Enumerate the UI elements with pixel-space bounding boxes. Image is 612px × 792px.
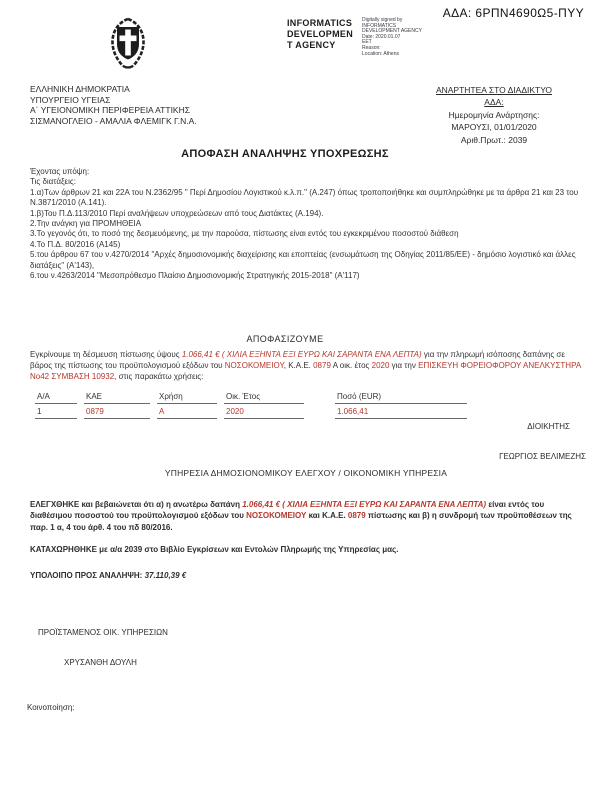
signature-line: Reason:: [362, 44, 381, 51]
org-line-hospital: ΣΙΣΜΑΝΟΓΛΕΙΟ - ΑΜΑΛΙΑ ΦΛΕΜΙΓΚ Γ.Ν.Α.: [30, 115, 197, 126]
decision-text: για την πληρωμή ισόποσης δαπάνης σε βάρος της πίστωσης του προϋπολογισμού εξόδων του: [30, 350, 565, 370]
decision-paragraph: [30, 349, 584, 382]
amount-text: 1.066,41 € ( ΧΙΛΙΑ ΕΞΗΝΤΑ ΕΞΙ ΕΥΡΩ ΚΑΙ ΣΑΡΑΝΤΑ ΕΝΑ ΛΕΠΤΑ): [181, 350, 422, 359]
posting-info-block: [388, 84, 600, 146]
registration-note: ΚΑΤΑΧΩΡΗΘΗΚΕ με α/α 2039 στο Βιβλίο Εγκρίσεων και Εντολών Πληρωμής της Υπηρεσίας μας.: [30, 545, 399, 554]
audit-paragraph: [30, 499, 584, 533]
posting-place-date: ΜΑΡΟΥΣΙ, 01/01/2020: [451, 122, 537, 133]
audit-text: ΕΛΕΓΧΘΗΚΕ και βεβαιώνεται ότι α) η ανωτέρω δαπάνη: [30, 500, 243, 509]
digital-stamp: [287, 18, 442, 57]
table-cell-etos: 2020: [224, 404, 304, 419]
signature-line: EET: [362, 39, 372, 46]
org-line-region: Α΄ ΥΓΕΙΟΝΟΜΙΚΗ ΠΕΡΙΦΕΡΕΙΑ ΑΤΤΙΚΗΣ: [30, 105, 190, 116]
finance-head-name: ΧΡΥΣΑΝΘΗ ΔΟΥΛΗ: [64, 658, 137, 667]
cc-label: Κοινοποίηση:: [27, 703, 75, 712]
considerations-intro: Τις διατάξεις:: [30, 177, 76, 187]
digital-signature-text: [362, 18, 442, 57]
table-cell-kae: 0879: [84, 404, 150, 419]
decision-text: Α οικ. έτος: [330, 361, 372, 370]
table-header-row: [35, 391, 474, 404]
signature-line: Location: Athens: [362, 50, 399, 57]
kae-code: 0879: [347, 511, 366, 521]
hospital-text: ΝΟΣΟΚΟΜΕΙΟΥ: [246, 511, 307, 521]
amount-text: 1.066,41 € ( ΧΙΛΙΑ ΕΞΗΝΤΑ ΕΞΙ ΕΥΡΩ ΚΑΙ ΣΑΡΑΝΤΑ ΕΝΑ ΛΕΠΤΑ): [242, 500, 487, 509]
table-cell-poso: 1.066,41: [335, 404, 467, 419]
signature-line: Digitally signed by: [362, 17, 403, 23]
stamp-agency-line: DEVELOPMEN: [287, 29, 354, 39]
decision-text: Εγκρίνουμε τη δέσμευση πίστωσης ύψους: [30, 350, 182, 359]
balance-value: 37.110,39 €: [144, 571, 187, 580]
table-header-aa: Α/Α: [35, 391, 77, 404]
audit-text: και Κ.Α.Ε.: [306, 511, 348, 521]
signer-name: ΓΕΩΡΓΙΟΣ ΒΕΛΙΜΕΖΗΣ: [499, 452, 586, 461]
table-header-xrisi: Χρήση: [157, 391, 217, 404]
balance-label: ΥΠΟΛΟΙΠΟ ΠΡΟΣ ΑΝΑΛΗΨΗ:: [30, 571, 145, 580]
posting-protocol-number: Αριθ.Πρωτ.: 2039: [460, 134, 528, 145]
table-header-poso: Ποσό (EUR): [335, 391, 467, 404]
audit-text: πίστωσης και β) η συνδρομή των προϋποθέσεων της παρ. 1 α, 4 του άρθ. 4 του πδ 80/2016.: [30, 511, 572, 532]
stamp-agency-line: INFORMATICS: [287, 18, 353, 28]
audit-text: είναι εντός του διαθέσιμου ποσοστού του προϋπολογισμού εξόδων του: [30, 500, 545, 521]
org-line-republic: ΕΛΛΗΝΙΚΗ ΔΗΜΟΚΡΑΤΙΑ: [30, 84, 130, 94]
finance-head-title: ΠΡΟΪΣΤΑΜΕΝΟΣ ΟΙΚ. ΥΠΗΡΕΣΙΩΝ: [38, 628, 168, 637]
finance-service-heading: ΥΠΗΡΕΣΙΑ ΔΗΜΟΣΙΟΝΟΜΙΚΟΥ ΕΛΕΓΧΟΥ / ΟΙΚΟΝΟΜΙΚΗ ΥΠΗΡΕΣΙΑ: [164, 468, 448, 478]
issuing-authority-block: [30, 84, 197, 126]
signature-line: DEVELOPMENT AGENCY: [362, 28, 422, 35]
posting-ada-label: ΑΔΑ:: [484, 97, 504, 108]
signature-line: INFORMATICS: [362, 22, 397, 29]
decision-text: , στις παρακάτω χρήσεις:: [114, 372, 204, 381]
decision-text: για την: [389, 361, 419, 370]
stamp-agency-line: T AGENCY: [287, 40, 336, 50]
stamp-agency-name: [287, 18, 353, 57]
document-title: ΑΠΟΦΑΣΗ ΑΝΑΛΗΨΗΣ ΥΠΟΧΡΕΩΣΗΣ: [181, 148, 389, 160]
kae-code: 0879: [313, 361, 331, 370]
greek-emblem-icon: [102, 16, 154, 70]
purpose-text: ΕΠΙΣΚΕΥΗ ΦΟΡΕΙΟΦΟΡΟΥ ΑΝΕΛΚΥΣΤΗΡΑ Νο42 ΣΥΜΒΑΣΗ 10932: [30, 361, 581, 381]
org-line-ministry: ΥΠΟΥΡΓΕΙΟ ΥΓΕΙΑΣ: [30, 94, 111, 105]
consideration-item: 1.α)Των άρθρων 21 και 22Α του Ν.2362/95 " Περί Δημοσίου Λογιστικού κ.λ.π." (Α.247) όπως τροποποιήθηκε και συμπληρώθηκε με τα άρθρα 21 και 23 του Ν.3871/2010 (Α.141).: [30, 187, 579, 208]
commitments-table: [35, 391, 474, 419]
decision-heading: ΑΠΟΦΑΣΙΖΟΥΜΕ: [246, 334, 324, 344]
posting-internet-label: ΑΝΑΡΤΗΤΕΑ ΣΤΟ ΔΙΑΔΙΚΤΥΟ: [435, 85, 553, 95]
consideration-item: 5.του άρθρου 67 του ν.4270/2014 "Αρχές δημοσιονομικής διαχείρισης και εποπτείας (ενσωμάτωση της Οδηγίας 2011/85/ΕΕ) - δημόσιο λογιστικό και άλλες διατάξεις" (Α'143),: [30, 250, 576, 270]
consideration-item: 6.του ν.4263/2014 "Μεσοπρόθεσμο Πλαίσιο Δημοσιονομικής Στρατηγικής 2015-2018" (Α'117): [30, 271, 360, 281]
table-header-etos: Οικ. Έτος: [224, 391, 304, 404]
consideration-item: 3.Το γεγονός ότι, το ποσό της δεσμευόμενης, με την παρούσα, πίστωσης είναι εντός του εγκεκριμένου ποσοστού διάθεση: [30, 229, 459, 239]
posting-date-label: Ημερομηνία Ανάρτησης:: [448, 109, 540, 120]
signature-line: Date: 2020.01.07: [362, 33, 401, 40]
balance-line: [30, 571, 186, 580]
considerations-block: [30, 167, 584, 281]
table-cell-aa: 1: [35, 404, 77, 419]
ada-number: ΑΔΑ: 6ΡΠΝ4690Ω5-ΠΥΥ: [442, 6, 584, 20]
considerations-intro: Έχοντας υπόψη:: [30, 167, 90, 176]
hospital-text: ΝΟΣΟΚΟΜΕΙΟΥ: [224, 361, 284, 370]
table-row: [35, 404, 474, 419]
table-cell-xrisi: Α: [157, 404, 217, 419]
fiscal-year: 2020: [371, 361, 390, 370]
consideration-item: 1.β)Του Π.Δ.113/2010 Περί αναλήψεων υποχρεώσεων από τους Διατάκτες (Α.194).: [30, 208, 324, 218]
decision-text: , Κ.Α.Ε.: [283, 361, 314, 370]
signer-title: ΔΙΟΙΚΗΤΗΣ: [527, 422, 570, 431]
table-header-kae: ΚΑΕ: [84, 391, 150, 404]
consideration-item: 2.Την ανάγκη για ΠΡΟΜΗΘΕΙΑ: [30, 219, 142, 229]
consideration-item: 4.Το Π.Δ. 80/2016 (Α145): [30, 239, 121, 249]
